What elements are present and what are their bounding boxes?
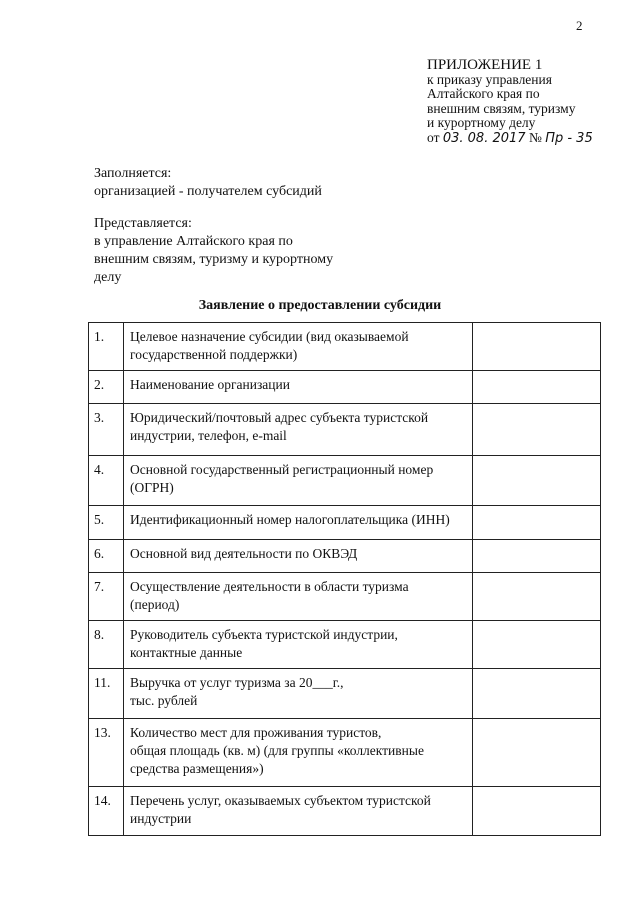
row-answer-cell[interactable] [473,404,601,456]
row-answer-cell[interactable] [473,540,601,573]
submitted-to-line: делу [94,270,122,285]
appendix-line: и курортному делу [427,115,536,130]
form-title: Заявление о предоставлении субсидии [198,298,442,313]
submitted-to-line: в управление Алтайского края по [94,234,293,249]
row-answer-cell[interactable] [473,621,601,669]
page-number: 2 [576,18,583,33]
number-label: № [528,129,542,145]
table-row [89,506,601,540]
row-answer-cell[interactable] [473,456,601,506]
row-answer-cell[interactable] [473,323,601,371]
row-number: 8. [89,621,124,669]
submitted-to-label: Представляется: [94,216,192,231]
row-number: 11. [89,669,124,719]
row-label: Выручка от услуг туризма за 20___г., тыс. рублей [124,669,473,719]
row-answer-cell[interactable] [473,371,601,404]
appendix-block [427,58,593,146]
from-label: от [427,129,440,145]
row-number: 3. [89,404,124,456]
table-row [89,719,601,787]
row-label: Количество мест для проживания туристов, общая площадь (кв. м) (для группы «коллективные средства размещения») [124,719,473,787]
submitted-to-line: внешним связям, туризму и курортному [94,252,334,267]
row-label: Руководитель субъекта туристской индустрии, контактные данные [124,621,473,669]
table-row [89,404,601,456]
table-row [89,371,601,404]
row-number: 1. [89,323,124,371]
appendix-line: Алтайского края по [427,86,540,101]
appendix-date-line [427,131,593,147]
table-row [89,540,601,573]
row-label: Осуществление деятельности в области туризма (период) [124,573,473,621]
row-label: Идентификационный номер налогоплательщика (ИНН) [124,506,473,540]
appendix-line: внешним связям, туризму [427,100,576,116]
appendix-line: к приказу управления [427,71,552,87]
row-number: 13. [89,719,124,787]
table-row [89,621,601,669]
row-answer-cell[interactable] [473,669,601,719]
handwritten-order-number: Пр - 35 [545,130,593,146]
filled-by-block [94,165,322,201]
row-answer-cell[interactable] [473,787,601,836]
row-answer-cell[interactable] [473,719,601,787]
row-number: 6. [89,540,124,573]
table-row [89,456,601,506]
row-number: 4. [89,456,124,506]
submitted-to-block [94,215,333,287]
row-number: 7. [89,573,124,621]
table-row [89,787,601,836]
row-answer-cell[interactable] [473,506,601,540]
table-row [89,573,601,621]
row-label: Наименование организации [124,371,473,404]
table-row [89,669,601,719]
row-label: Основной государственный регистрационный номер (ОГРН) [124,456,473,506]
row-answer-cell[interactable] [473,573,601,621]
filled-by-value: организацией - получателем субсидий [94,184,322,199]
row-label: Перечень услуг, оказываемых субъектом туристской индустрии [124,787,473,836]
row-number: 14. [89,787,124,836]
handwritten-date: 03. 08. 2017 [442,130,526,146]
row-label: Целевое назначение субсидии (вид оказываемой государственной поддержки) [124,323,473,371]
filled-by-label: Заполняется: [94,166,172,181]
row-label: Основной вид деятельности по ОКВЭД [124,540,473,573]
appendix-title: ПРИЛОЖЕНИЕ 1 [427,57,543,73]
row-number: 2. [89,371,124,404]
table-row [89,323,601,371]
subsidy-application-table [88,322,601,836]
row-label: Юридический/почтовый адрес субъекта туристской индустрии, телефон, e-mail [124,404,473,456]
row-number: 5. [89,506,124,540]
